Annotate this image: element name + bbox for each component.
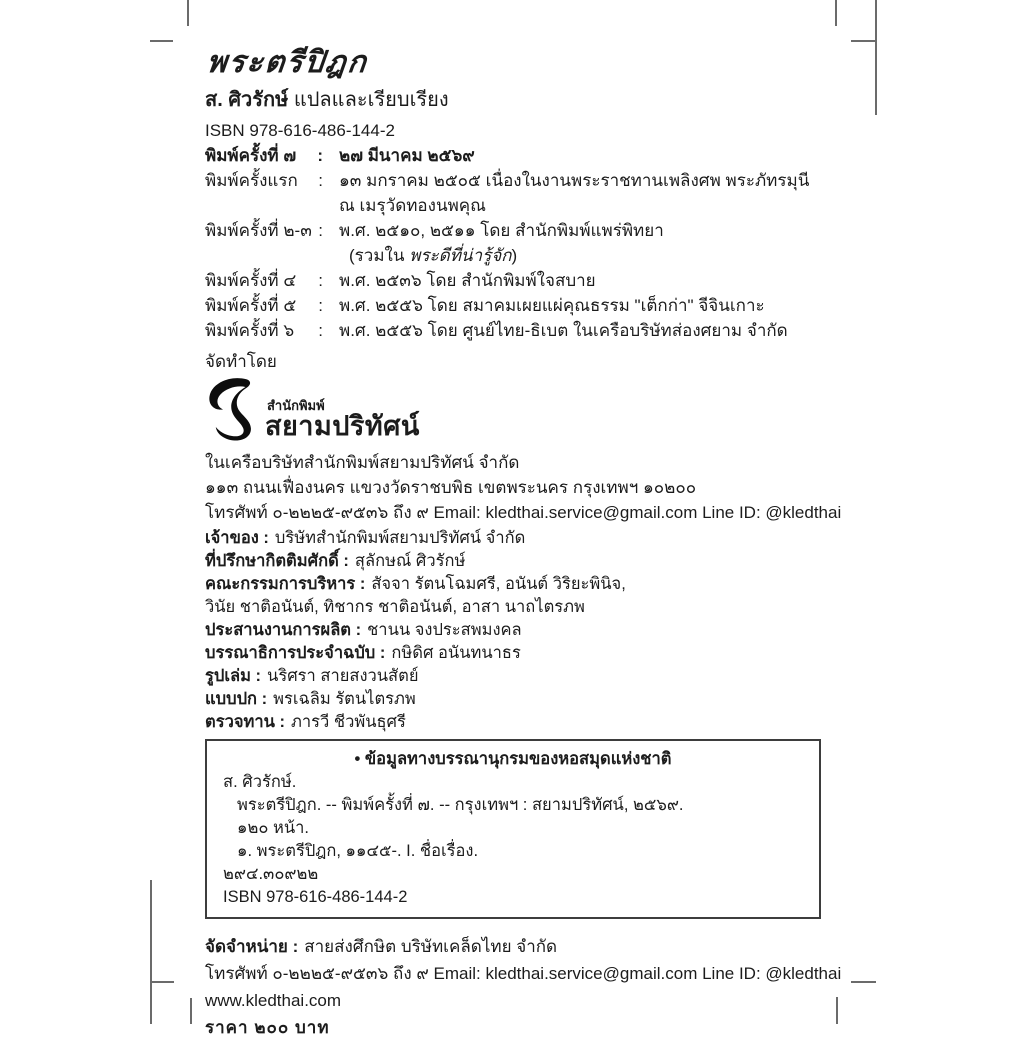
credit-label: เจ้าของ : [205,529,269,547]
credit-label: แบบปก : [205,690,268,708]
cip-call-number: ๒๙๔.๓๐๙๒๒ [223,865,319,883]
website-text: www.kledthai.com [205,991,342,1010]
credit-owner [205,527,853,550]
cip-isbn: ISBN 978-616-486-144-2 [223,888,408,906]
edition-row-6 [205,318,853,343]
edition-label: พิมพ์ครั้งที่ ๕ [205,296,297,315]
edition-row-7 [205,143,853,168]
credit-advisor [205,550,853,573]
cip-title-entry: พระตรีปิฎก. -- พิมพ์ครั้งที่ ๗. -- กรุงเทพฯ : สยามปริทัศน์, ๒๕๖๙. [237,796,684,814]
edition-label: พิมพ์ครั้งที่ ๔ [205,271,297,290]
publisher-swirl-icon [205,376,259,442]
publisher-info [205,450,853,525]
credit-cover [205,688,853,711]
edition-row-2-3 [205,218,853,268]
crop-mark-bottom-right-horizontal [851,981,876,983]
edition-row-5 [205,293,853,318]
crop-mark-top-right-vertical-long [875,0,877,115]
author-line [205,88,853,112]
credit-layout [205,665,853,688]
cip-title: • ข้อมูลทางบรรณานุกรมของหอสมุดแห่งชาติ [354,750,672,768]
book-title: พระตรีปิฎก [205,45,370,80]
credit-label: ตรวจทาน : [205,713,286,731]
made-by-label: จัดทำโดย [205,352,277,371]
crop-mark-top-left-horizontal [150,40,173,42]
credit-value: กษิดิศ อนันทนาธร [391,644,521,662]
author-name: ส. ศิวรักษ์ [205,89,289,111]
credit-value: ชานน จงประสพมงคล [367,621,522,639]
cip-subject: ๑. พระตรีปิฎก, ๑๑๔๕-. I. ชื่อเรื่อง. [237,842,479,860]
colon: : [318,296,323,315]
printing-history [205,143,853,343]
credit-value: สุลักษณ์ ศิวรักษ์ [354,552,466,570]
author-role: แปลและเรียบเรียง [293,89,449,111]
logo-big-text: สยามปริทัศน์ [265,411,420,441]
colon: : [318,321,323,340]
note-prefix: (รวมใน [349,246,410,265]
note-suffix: ) [511,246,518,265]
edition-value-line2: ณ เมรุวัดทองนพคุณ [339,196,486,215]
edition-value-line1: ๑๓ มกราคม ๒๕๐๕ เนื่องในงานพระราชทานเพลิงศพ พระภัทรมุนี [339,171,810,190]
credit-value: นริศรา สายสงวนสัตย์ [267,667,419,685]
publisher-logo [205,376,853,442]
crop-mark-bottom-left-vertical-long [150,880,152,1024]
credit-label: ประสานงานการผลิต : [205,621,362,639]
edition-value: พ.ศ. ๒๕๕๖ โดย สมาคมเผยแผ่คุณธรรม "เต็กก่า" จีจินเกาะ [339,296,765,315]
cip-author: ส. ศิวรักษ์. [223,773,297,791]
credit-editor [205,642,853,665]
credit-proofreader [205,711,853,734]
credit-label: ที่ปรึกษากิตติมศักดิ์ : [205,552,349,570]
distributor-value: สายส่งศึกษิต บริษัทเคล็ดไทย จำกัด [304,937,558,956]
credit-board-continued: วินัย ชาติอนันต์, ทิชากร ชาติอนันต์, อาสา นาถไตรภพ [205,598,585,616]
edition-value: พ.ศ. ๒๕๕๖ โดย ศูนย์ไทย-ธิเบต ในเครือบริษัทส่องศยาม จำกัด [339,321,788,340]
edition-label: พิมพ์ครั้งที่ ๖ [205,321,295,340]
cip-pages: ๑๒๐ หน้า. [237,819,310,837]
distributor-label: จัดจำหน่าย : [205,937,299,956]
publisher-logo-text [265,399,420,442]
colon: : [318,171,323,190]
edition-note [349,243,664,268]
publisher-address-line: ๑๑๓ ถนนเฟื่องนคร แขวงวัดราชบพิธ เขตพระนคร กรุงเทพฯ ๑๐๒๐๐ [205,478,697,497]
distributor-line [205,933,853,960]
crop-mark-bottom-left-horizontal [150,981,174,983]
publisher-company-line: ในเครือบริษัทสำนักพิมพ์สยามปริทัศน์ จำกัด [205,453,520,472]
edition-label: พิมพ์ครั้งที่ ๒-๓ [205,221,312,240]
crop-mark-top-right-horizontal [851,40,876,42]
credit-value: บริษัทสำนักพิมพ์สยามปริทัศน์ จำกัด [274,529,526,547]
colon: : [318,221,323,240]
edition-value [339,218,664,268]
isbn-line: ISBN 978-616-486-144-2 [205,121,395,140]
edition-label: พิมพ์ครั้งแรก [205,171,298,190]
credit-production [205,619,853,642]
price-line: ราคา ๒๐๐ บาท [205,1018,330,1037]
credit-label: รูปเล่ม : [205,667,262,685]
credit-board [205,573,853,596]
logo-small-text: สำนักพิมพ์ [267,398,325,413]
crop-mark-bottom-left-vertical-short [190,998,192,1024]
distributor-contact-line: โทรศัพท์ ๐-๒๒๒๕-๙๕๓๖ ถึง ๙ Email: kledthai.service@gmail.com Line ID: @kledthai [205,964,842,983]
note-title: พระดีที่น่ารู้จัก [409,246,512,265]
colon: : [318,271,323,290]
publisher-contact-line: โทรศัพท์ ๐-๒๒๒๕-๙๕๓๖ ถึง ๙ Email: kledthai.service@gmail.com Line ID: @kledthai [205,503,842,522]
national-library-cip-box [205,739,821,919]
edition-value-line1: พ.ศ. ๒๕๑๐, ๒๕๑๑ โดย สำนักพิมพ์แพร่พิทยา [339,221,664,240]
credit-value: ภารวี ชีวพันธุศรี [291,713,406,731]
edition-value: พ.ศ. ๒๕๓๖ โดย สำนักพิมพ์ใจสบาย [339,271,596,290]
edition-row-first [205,168,853,218]
credit-label: บรรณาธิการประจำฉบับ : [205,644,386,662]
distribution-info [205,933,853,1041]
crop-mark-top-right-vertical-short [835,0,837,26]
edition-row-4 [205,268,853,293]
edition-value: ๒๗ มีนาคม ๒๕๖๙ [339,146,475,165]
credit-value: พรเฉลิม รัตนไตรภพ [273,690,416,708]
credit-value: สัจจา รัตนโฉมศรี, อนันต์ วิริยะพินิจ, [371,575,626,593]
edition-label: พิมพ์ครั้งที่ ๗ [205,146,297,165]
crop-mark-top-left-vertical [187,0,189,26]
edition-value [339,168,809,218]
colophon-content [205,46,853,1041]
credits-list [205,527,853,734]
colon: : [317,146,323,165]
credit-label: คณะกรรมการบริหาร : [205,575,366,593]
